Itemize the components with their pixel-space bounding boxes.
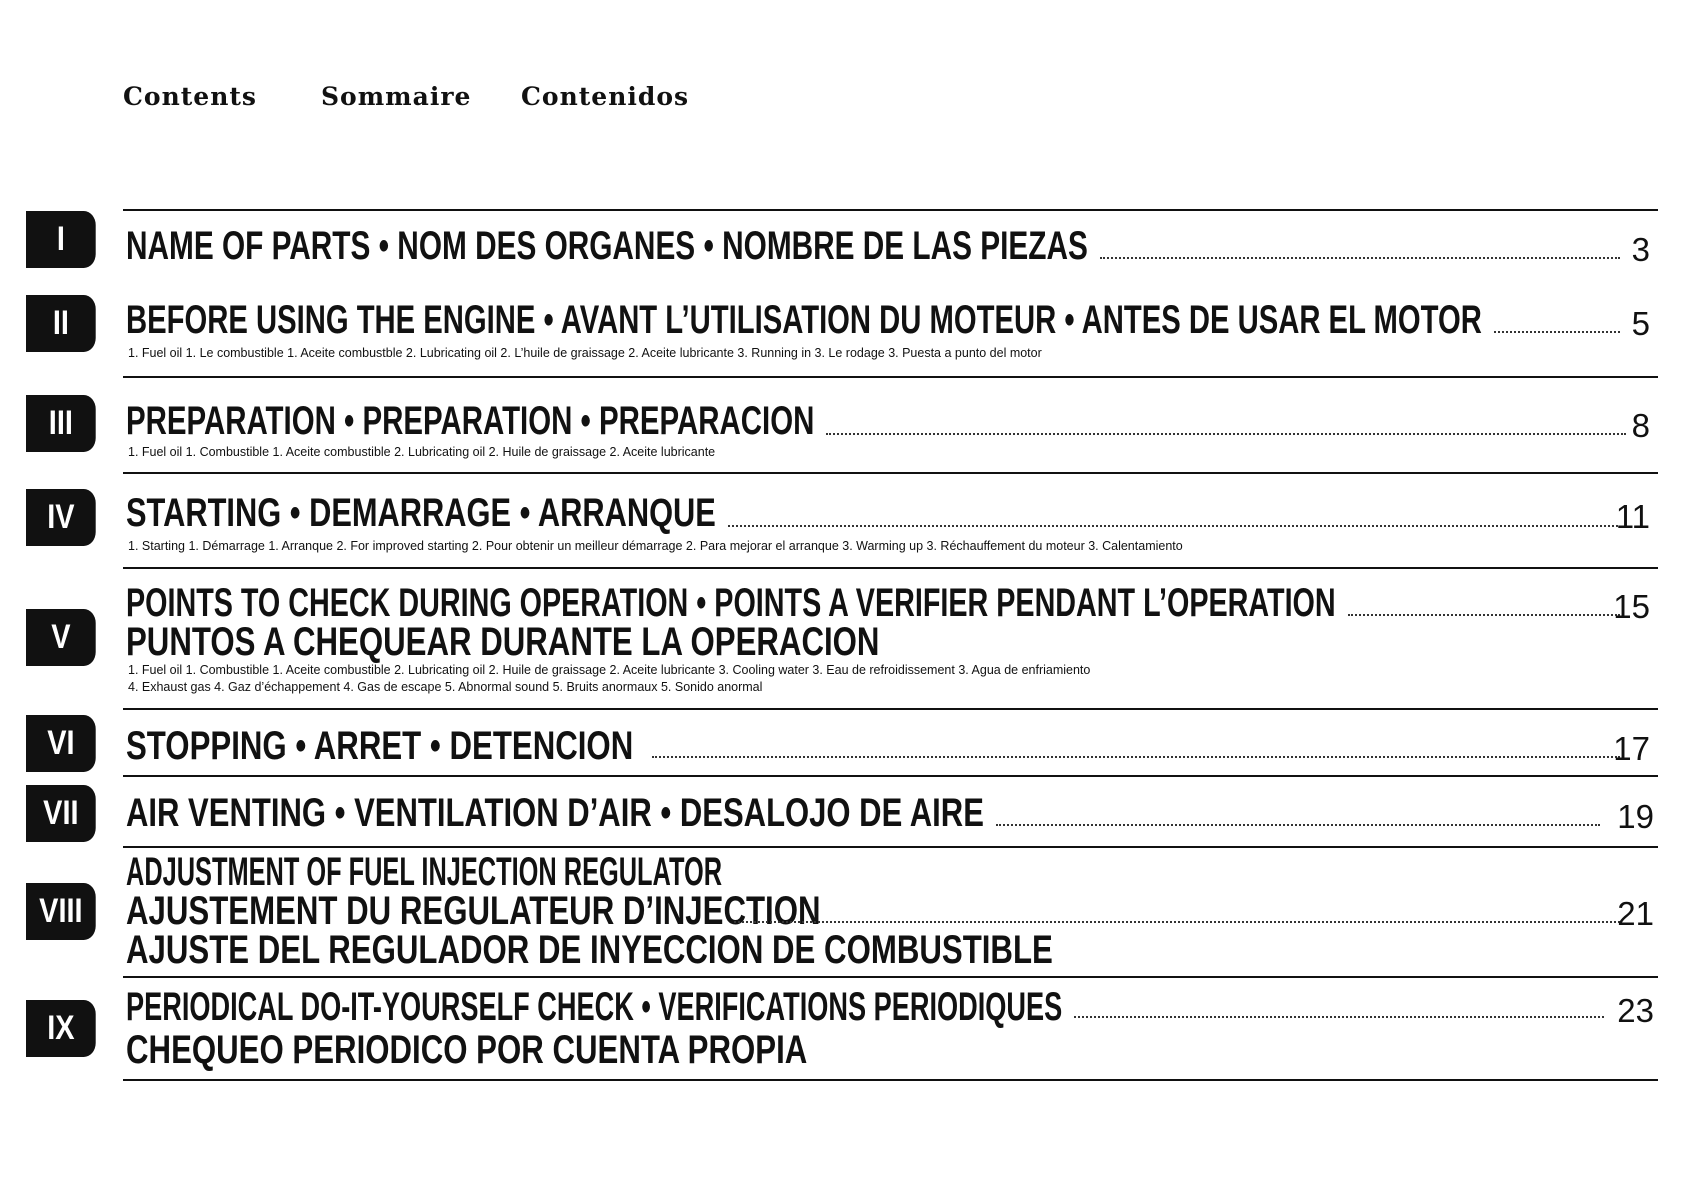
- chapter-title-line: AJUSTE DEL REGULADOR DE INYECCION DE COMBUSTIBLE: [126, 928, 1053, 972]
- chapter-tab: III: [26, 395, 96, 452]
- dot-leader: [734, 921, 1620, 923]
- chapter-tab: I: [26, 211, 96, 268]
- chapter-title: POINTS TO CHECK DURING OPERATION • POINTS A VERIFIER PENDANT L’OPERATION: [126, 581, 1336, 625]
- page-number: 15: [1613, 588, 1650, 625]
- page-number: 5: [1631, 305, 1650, 342]
- heading-contents: Contents: [123, 82, 258, 111]
- divider: [123, 775, 1658, 777]
- chapter-title: STOPPING • ARRET • DETENCION: [126, 724, 634, 768]
- subsection-list: 1. Fuel oil 1. Le combustible 1. Aceite combustble 2. Lubricating oil 2. L’huile de graissage 2. Aceite lubricante 3. Running in 3. Le rodage 3. Puesta a punto del motor: [128, 346, 1042, 360]
- subsection-list: 1. Fuel oil 1. Combustible 1. Aceite combustible 2. Lubricating oil 2. Huile de graissage 2. Aceite lubricante 3. Cooling water 3. Eau de refroidissement 3. Agua de enfriamiento: [128, 663, 1091, 677]
- divider: [123, 567, 1658, 569]
- chapter-title: AIR VENTING • VENTILATION D’AIR • DESALOJO DE AIRE: [126, 791, 984, 835]
- chapter-title: ADJUSTMENT OF FUEL INJECTION REGULATOR: [126, 850, 723, 894]
- dot-leader: [1348, 614, 1620, 616]
- divider: [123, 376, 1658, 378]
- chapter-title: STARTING • DEMARRAGE • ARRANQUE: [126, 491, 716, 535]
- divider: [123, 846, 1658, 848]
- chapter-tab: VII: [26, 785, 96, 842]
- chapter-tab: VIII: [26, 883, 96, 940]
- divider: [123, 209, 1658, 211]
- page-number: 11: [1615, 498, 1650, 535]
- chapter-tab: VI: [26, 715, 96, 772]
- chapter-title-line: CHEQUEO PERIODICO POR CUENTA PROPIA: [126, 1028, 808, 1072]
- chapter-title-line: PUNTOS A CHEQUEAR DURANTE LA OPERACION: [126, 620, 880, 664]
- dot-leader: [996, 824, 1600, 826]
- subsection-list: 4. Exhaust gas 4. Gaz d’échappement 4. Gas de escape 5. Abnormal sound 5. Bruits anormaux 5. Sonido anormal: [128, 680, 763, 694]
- heading-sommaire: Sommaire: [321, 82, 472, 111]
- divider: [123, 976, 1658, 978]
- page-number: 17: [1613, 730, 1650, 767]
- page-number: 19: [1617, 798, 1654, 835]
- chapter-title: PREPARATION • PREPARATION • PREPARACION: [126, 399, 815, 443]
- chapter-tab: IX: [26, 1000, 96, 1057]
- page-number: 8: [1631, 407, 1650, 444]
- chapter-tab: IV: [26, 489, 96, 546]
- chapter-title: BEFORE USING THE ENGINE • AVANT L’UTILISATION DU MOTEUR • ANTES DE USAR EL MOTOR: [126, 298, 1482, 342]
- dot-leader: [826, 433, 1626, 435]
- page-number: 23: [1617, 992, 1654, 1029]
- chapter-tab: V: [26, 609, 96, 666]
- dot-leader: [1100, 257, 1620, 259]
- contents-header: [123, 82, 721, 111]
- divider: [123, 472, 1658, 474]
- dot-leader: [728, 525, 1618, 527]
- dot-leader: [652, 756, 1620, 758]
- chapter-title: NAME OF PARTS • NOM DES ORGANES • NOMBRE DE LAS PIEZAS: [126, 224, 1088, 268]
- chapter-title: PERIODICAL DO-IT-YOURSELF CHECK • VERIFICATIONS PERIODIQUES: [126, 985, 1063, 1029]
- subsection-list: 1. Fuel oil 1. Combustible 1. Aceite combustible 2. Lubricating oil 2. Huile de graissage 2. Aceite lubricante: [128, 445, 716, 459]
- chapter-tab: II: [26, 295, 96, 352]
- page-number: 3: [1631, 231, 1650, 268]
- chapter-title-line: AJUSTEMENT DU REGULATEUR D’INJECTION: [126, 889, 821, 933]
- heading-contenidos: Contenidos: [521, 82, 690, 111]
- page-number: 21: [1617, 895, 1654, 932]
- subsection-list: 1. Starting 1. Démarrage 1. Arranque 2. For improved starting 2. Pour obtenir un meilleur démarrage 2. Para mejorar el arranque 3. Warming up 3. Réchauffement du moteur 3. Calentamiento: [128, 539, 1183, 553]
- divider: [123, 1079, 1658, 1081]
- dot-leader: [1074, 1016, 1604, 1018]
- divider: [123, 708, 1658, 710]
